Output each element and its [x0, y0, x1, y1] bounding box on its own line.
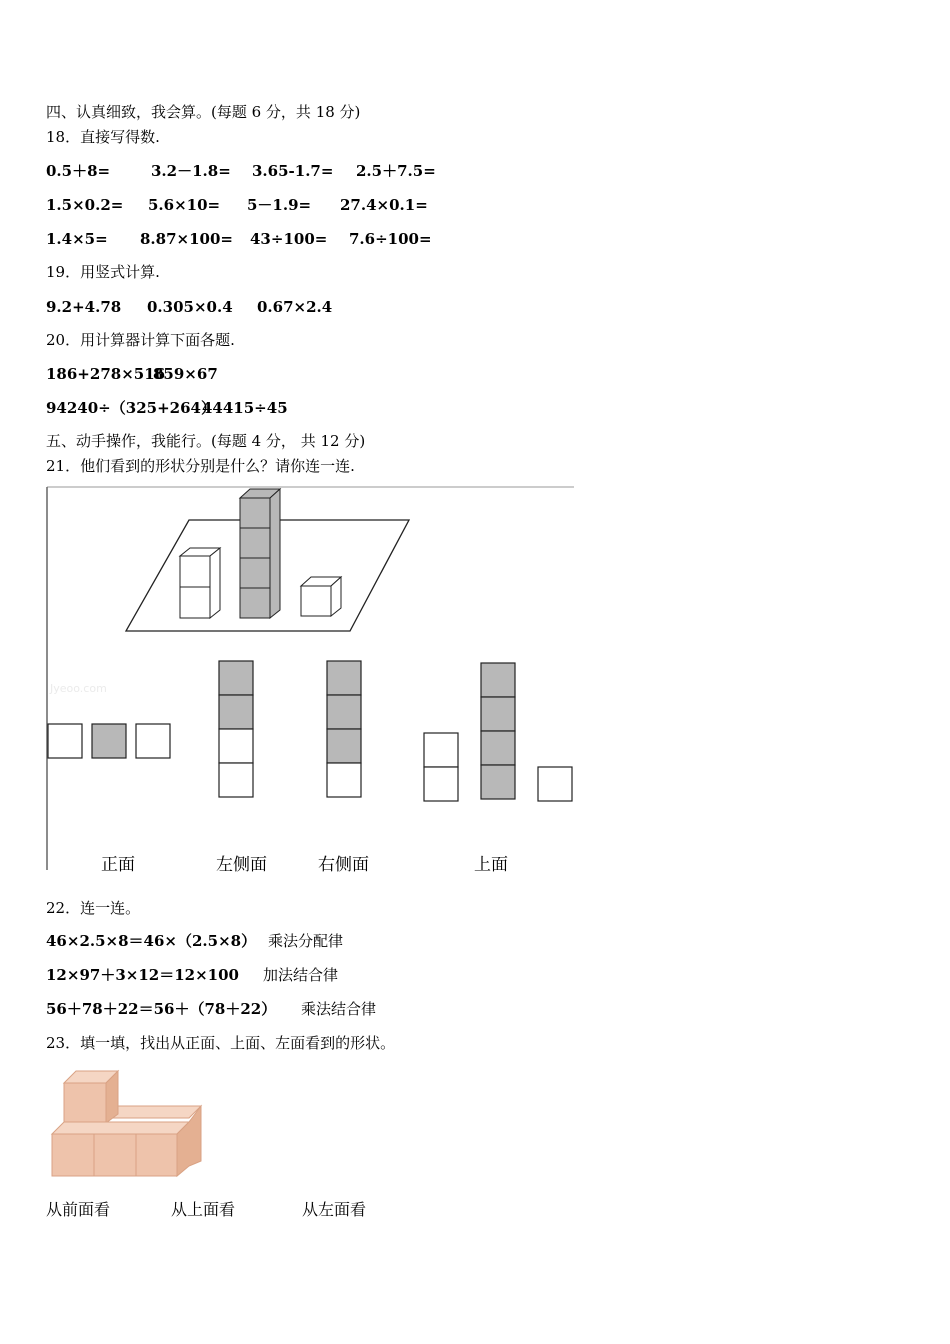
question-18-title: 18．直接写得数. — [46, 128, 160, 146]
caption-front: 正面 — [101, 855, 135, 875]
q20-item: 859×67 — [153, 365, 218, 383]
view-option-column-a — [219, 661, 253, 797]
caption-left-side: 左侧面 — [216, 855, 267, 875]
q18-item: 5－1.9= — [247, 196, 312, 214]
q20-row-1 — [46, 364, 218, 384]
question-20-title: 20．用计算器计算下面各题. — [46, 331, 235, 349]
q18-row-3 — [46, 229, 432, 249]
q23-labels — [46, 1200, 366, 1220]
q21-figure — [46, 486, 576, 874]
q19-item: 0.305×0.4 — [147, 298, 233, 316]
q23-cube-figure — [48, 1066, 208, 1180]
view-option-row — [48, 724, 170, 758]
caption-right-side: 右侧面 — [318, 855, 369, 875]
q18-item: 27.4×0.1= — [340, 196, 428, 214]
question-22-title: 22．连一连。 — [46, 899, 141, 917]
left-stack-cubes — [180, 548, 220, 618]
q18-item: 3.65-1.7= — [252, 162, 334, 180]
view-label-left: 从左面看 — [302, 1200, 367, 1219]
q18-item: 2.5＋7.5= — [356, 162, 436, 180]
q22-law: 乘法分配律 — [268, 932, 344, 950]
q22-row — [46, 931, 343, 951]
right-single-cube — [301, 577, 341, 616]
q22-expression: 46×2.5×8＝46×（2.5×8） — [46, 932, 257, 950]
section-5-heading: 五、动手操作，我能行。(每题 4 分， 共 12 分) — [46, 432, 366, 450]
q18-item: 1.5×0.2= — [46, 196, 124, 214]
view-label-top: 从上面看 — [171, 1200, 236, 1219]
q20-item: 44415÷45 — [202, 399, 288, 417]
q20-item: 94240÷（325+264） — [46, 399, 216, 417]
q18-item: 7.6÷100= — [349, 230, 432, 248]
q18-row-1 — [46, 161, 436, 181]
q18-item: 3.2－1.8= — [151, 162, 231, 180]
q19-item: 0.67×2.4 — [257, 298, 333, 316]
view-option-column-b — [327, 661, 361, 797]
q22-expression: 12×97＋3×12＝12×100 — [46, 966, 239, 984]
q18-item: 43÷100= — [250, 230, 328, 248]
q22-law: 乘法结合律 — [301, 1000, 377, 1018]
section-4-heading: 四、认真细致，我会算。(每题 6 分，共 18 分) — [46, 103, 361, 121]
q22-expression: 56＋78＋22＝56＋（78＋22） — [46, 1000, 277, 1018]
q22-row — [46, 965, 338, 985]
watermark: Jyeoo.com — [50, 682, 107, 695]
question-23-title: 23．填一填，找出从正面、上面、左面看到的形状。 — [46, 1034, 396, 1052]
peach-cubes — [52, 1071, 201, 1176]
q20-item: 186+278×516 — [46, 365, 166, 383]
caption-top: 上面 — [474, 855, 508, 875]
q18-item: 5.6×10= — [148, 196, 221, 214]
q19-item: 9.2+4.78 — [46, 298, 122, 316]
q20-row-2 — [46, 398, 288, 418]
question-21-title: 21．他们看到的形状分别是什么？请你连一连. — [46, 457, 355, 475]
q22-law: 加法结合律 — [263, 966, 339, 984]
view-option-grouped — [424, 663, 572, 801]
q18-item: 8.87×100= — [140, 230, 233, 248]
q18-item: 1.4×5= — [46, 230, 108, 248]
view-label-front: 从前面看 — [46, 1200, 111, 1219]
q19-items — [46, 297, 332, 317]
q18-row-2 — [46, 195, 428, 215]
question-19-title: 19．用竖式计算. — [46, 263, 160, 281]
q22-row — [46, 999, 376, 1019]
q18-item: 0.5＋8= — [46, 162, 111, 180]
middle-stack-cubes — [240, 489, 280, 618]
